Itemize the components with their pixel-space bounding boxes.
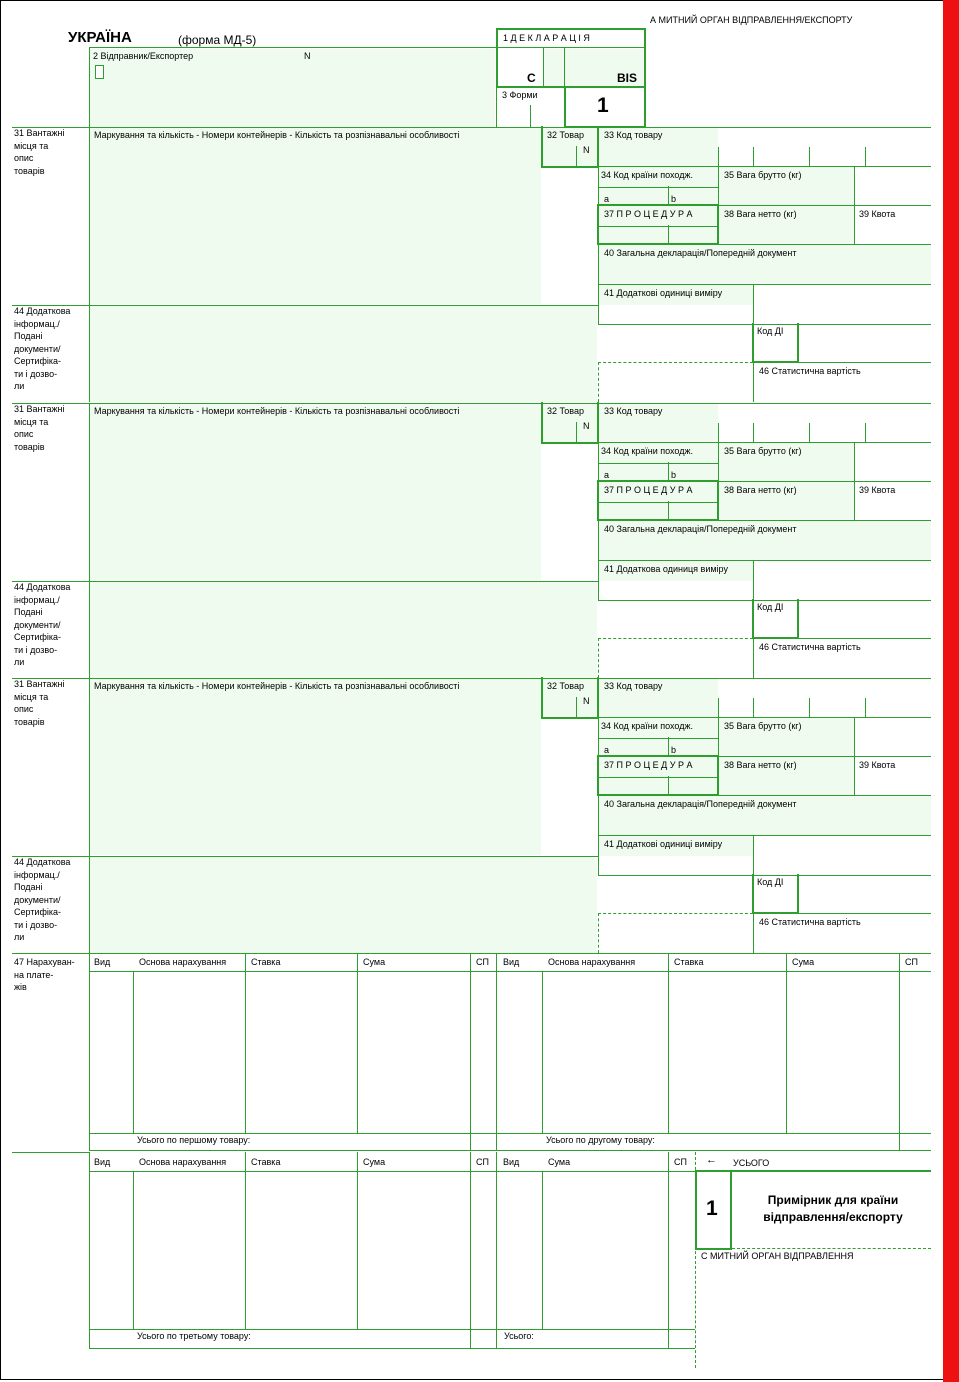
block-top-line (12, 403, 931, 404)
box1-divider (564, 48, 565, 88)
box38-label: 38 Вага нетто (кг) (724, 485, 797, 495)
box1-divider (543, 48, 544, 88)
box47-label: 47 Нарахуван- на плате- жів (14, 957, 75, 992)
box33-tick (809, 698, 810, 717)
col-line (668, 1152, 669, 1348)
box34-b: b (671, 194, 677, 204)
col-line (245, 953, 246, 1133)
box33-label: 33 Код товару (604, 681, 663, 691)
col-line (854, 442, 855, 520)
row-line (598, 560, 931, 561)
box2-checkbox[interactable] (95, 65, 104, 79)
box34-label: 34 Код країни походж. (601, 721, 694, 731)
payments-line (89, 953, 90, 1150)
payments-line (496, 1152, 497, 1349)
row-line (598, 442, 931, 443)
copy-title: Примірник для країни відправлення/експорту (763, 1193, 903, 1224)
col-line (753, 284, 754, 324)
box32-label: 32 Товар (547, 406, 585, 416)
box32-n: N (583, 696, 590, 706)
payments-line (496, 953, 497, 1150)
col-line (753, 835, 754, 875)
box33-tick (753, 698, 754, 717)
box1-divider (498, 47, 644, 48)
box32-label: 32 Товар (547, 681, 585, 691)
col-vyd: Вид (503, 957, 520, 967)
box33-tick (718, 423, 719, 442)
box46-label: 46 Статистична вартість (759, 642, 861, 652)
payments-line (12, 1152, 89, 1153)
dashed-line (598, 913, 599, 953)
dashed-line (598, 638, 753, 639)
row-line (598, 166, 931, 167)
marks-label: Маркування та кількість - Номери контейнерів - Кількість та розпізнавальні особливості (94, 681, 460, 691)
col-osnova: Основа нарахування (548, 957, 636, 967)
box1-label: 1 Д Е К Л А Р А Ц І Я (503, 33, 590, 43)
marks-fill (90, 679, 541, 855)
box44-label: 44 Додаткова інформац./ Подані документи/ Сертифіка- ти і дозво- ли (14, 857, 71, 942)
col-line (753, 913, 754, 953)
box34-sub-line (599, 463, 718, 464)
box33-tick (753, 423, 754, 442)
box1-bis: BIS (617, 71, 638, 85)
col-suma: Сума (792, 957, 815, 967)
col-line (542, 971, 543, 1133)
box41-label: 41 Додаткові одиниці виміру (604, 288, 723, 298)
box1-c: С (527, 71, 536, 85)
box34-sub-line (668, 462, 669, 481)
box37-label: 37 П Р О Ц Е Д У Р А (604, 485, 693, 495)
box34-label: 34 Код країни походж. (601, 446, 694, 456)
dashed-line (598, 638, 599, 678)
col-line (753, 560, 754, 600)
box33-tick (753, 147, 754, 166)
col-line (854, 166, 855, 244)
col-suma: Сума (548, 1157, 571, 1167)
col-vyd: Вид (94, 957, 111, 967)
box35-label: 35 Вага брутто (кг) (724, 170, 802, 180)
col-sp: СП (905, 957, 918, 967)
row-line (598, 284, 931, 285)
box35-label: 35 Вага брутто (кг) (724, 721, 802, 731)
kod-di-label: Код ДІ (757, 877, 784, 887)
box41-label: 41 Додаткова одиниця виміру (604, 564, 728, 574)
box33-tick (718, 147, 719, 166)
box3-label: 3 Форми (502, 90, 538, 100)
arrow-left-icon: ← (706, 1154, 717, 1166)
box33-tick (865, 698, 866, 717)
box34-sub-line (668, 737, 669, 756)
header-line (89, 47, 90, 127)
box44-fill (90, 582, 597, 678)
box34-b: b (671, 745, 677, 755)
col-line (133, 1171, 134, 1329)
payments-header-line (89, 971, 931, 972)
section-line (12, 953, 931, 954)
box33-tick (718, 698, 719, 717)
header-line (89, 47, 496, 48)
copy-colour-stripe (943, 0, 959, 1382)
col-line (133, 971, 134, 1133)
box33-label: 33 Код товару (604, 406, 663, 416)
box44-top-line (12, 581, 598, 582)
box41-label: 41 Додаткові одиниці виміру (604, 839, 723, 849)
box33-label: 33 Код товару (604, 130, 663, 140)
box46-label: 46 Статистична вартість (759, 366, 861, 376)
box2-label: 2 Відправник/Експортер (93, 51, 194, 61)
box44-top-line (12, 305, 598, 306)
box34-a: а (604, 745, 610, 755)
box3-tick (530, 105, 531, 127)
box-c-label: С МИТНИЙ ОРГАН ВІДПРАВЛЕННЯ (701, 1251, 854, 1261)
payments-total-line (89, 1329, 695, 1330)
country-title: УКРАЇНА (68, 29, 132, 46)
box46-label: 46 Статистична вартість (759, 917, 861, 927)
col-line (854, 717, 855, 795)
col-line (899, 953, 900, 1150)
box40-label: 40 Загальна декларація/Попередній документ (604, 248, 797, 258)
box3-line (496, 88, 497, 127)
box37-label: 37 П Р О Ц Е Д У Р А (604, 760, 693, 770)
col-line (786, 953, 787, 1133)
box34-label: 34 Код країни походж. (601, 170, 694, 180)
box44-label: 44 Додаткова інформац./ Подані документи/ Сертифіка- ти і дозво- ли (14, 582, 71, 667)
box44-top-line (12, 856, 598, 857)
box2-n: N (304, 51, 311, 61)
box32-n: N (583, 421, 590, 431)
col-line (668, 953, 669, 1133)
col-line (470, 953, 471, 1150)
box34-a: а (604, 194, 610, 204)
payments-line (89, 1152, 90, 1349)
copy-number: 1 (706, 1197, 718, 1220)
usoho-label: УСЬОГО (733, 1158, 770, 1168)
box33-tick (865, 423, 866, 442)
total-second: Усього по другому товару: (546, 1135, 655, 1145)
block-left-line (89, 678, 90, 953)
kod-di-label: Код ДІ (757, 326, 784, 336)
marks-label: Маркування та кількість - Номери контейнерів - Кількість та розпізнавальні особливості (94, 130, 460, 140)
col-stavka: Ставка (251, 957, 281, 967)
box32-divider (576, 697, 577, 717)
col-suma: Сума (363, 1157, 386, 1167)
box34-sub-line (599, 187, 718, 188)
col-line (542, 1171, 543, 1329)
col-line (753, 638, 754, 678)
box37-label: 37 П Р О Ц Е Д У Р А (604, 209, 693, 219)
box33-tick (865, 147, 866, 166)
box35-label: 35 Вага брутто (кг) (724, 446, 802, 456)
box32-label: 32 Товар (547, 130, 585, 140)
form-name: (форма МД-5) (178, 33, 257, 47)
box-a-label: А МИТНИЙ ОРГАН ВІДПРАВЛЕННЯ/ЕКСПОРТУ (650, 15, 853, 25)
marks-label: Маркування та кількість - Номери контейнерів - Кількість та розпізнавальні особливості (94, 406, 460, 416)
block-top-line (12, 127, 931, 128)
box32-divider (576, 146, 577, 166)
row-line (598, 717, 931, 718)
col-vyd: Вид (503, 1157, 520, 1167)
box31-label: 31 Вантажні місця та опис товарів (14, 404, 65, 452)
col-line (753, 362, 754, 402)
block-left-line (89, 127, 90, 402)
box44-label: 44 Додаткова інформац./ Подані документи/ Сертифіка- ти і дозво- ли (14, 306, 71, 391)
box32-divider (576, 422, 577, 442)
box34-sub-line (668, 186, 669, 205)
box31-label: 31 Вантажні місця та опис товарів (14, 128, 65, 176)
box44-fill (90, 857, 597, 953)
box31-label: 31 Вантажні місця та опис товарів (14, 679, 65, 727)
col-osnova: Основа нарахування (139, 1157, 227, 1167)
block-top-line (12, 678, 931, 679)
box33-tick (809, 423, 810, 442)
total-first: Усього по першому товару: (137, 1135, 251, 1145)
payments-total-line (89, 1133, 931, 1134)
box39-label: 39 Квота (859, 209, 896, 219)
total-overall: Усього: (504, 1331, 534, 1341)
box39-label: 39 Квота (859, 760, 896, 770)
marks-fill (90, 128, 541, 304)
col-stavka: Ставка (674, 957, 704, 967)
col-stavka: Ставка (251, 1157, 281, 1167)
kod-di-label: Код ДІ (757, 602, 784, 612)
box40-label: 40 Загальна декларація/Попередній документ (604, 524, 797, 534)
box34-a: а (604, 470, 610, 480)
col-line (245, 1152, 246, 1329)
box38-label: 38 Вага нетто (кг) (724, 209, 797, 219)
form-number: 1 (597, 94, 609, 117)
payments-line (89, 1348, 695, 1349)
box38-label: 38 Вага нетто (кг) (724, 760, 797, 770)
dashed-line (598, 362, 753, 363)
col-line (357, 953, 358, 1133)
block-left-line (89, 403, 90, 678)
col-line (357, 1152, 358, 1329)
col-sp: СП (476, 957, 489, 967)
payments-header-line (89, 1171, 695, 1172)
box40-label: 40 Загальна декларація/Попередній документ (604, 799, 797, 809)
dashed-line (598, 362, 599, 402)
col-sp: СП (476, 1157, 489, 1167)
col-vyd: Вид (94, 1157, 111, 1167)
box44-fill (90, 306, 597, 402)
col-line (470, 1152, 471, 1348)
row-line (598, 835, 931, 836)
copy-dashed-line (732, 1248, 931, 1249)
col-osnova: Основа нарахування (139, 957, 227, 967)
marks-fill (90, 404, 541, 580)
col-suma: Сума (363, 957, 386, 967)
dashed-line (598, 913, 753, 914)
box39-label: 39 Квота (859, 485, 896, 495)
payments-line (89, 1150, 931, 1151)
total-third: Усього по третьому товару: (137, 1331, 251, 1341)
box32-n: N (583, 145, 590, 155)
col-sp: СП (674, 1157, 687, 1167)
box34-b: b (671, 470, 677, 480)
box33-tick (809, 147, 810, 166)
box34-sub-line (599, 738, 718, 739)
